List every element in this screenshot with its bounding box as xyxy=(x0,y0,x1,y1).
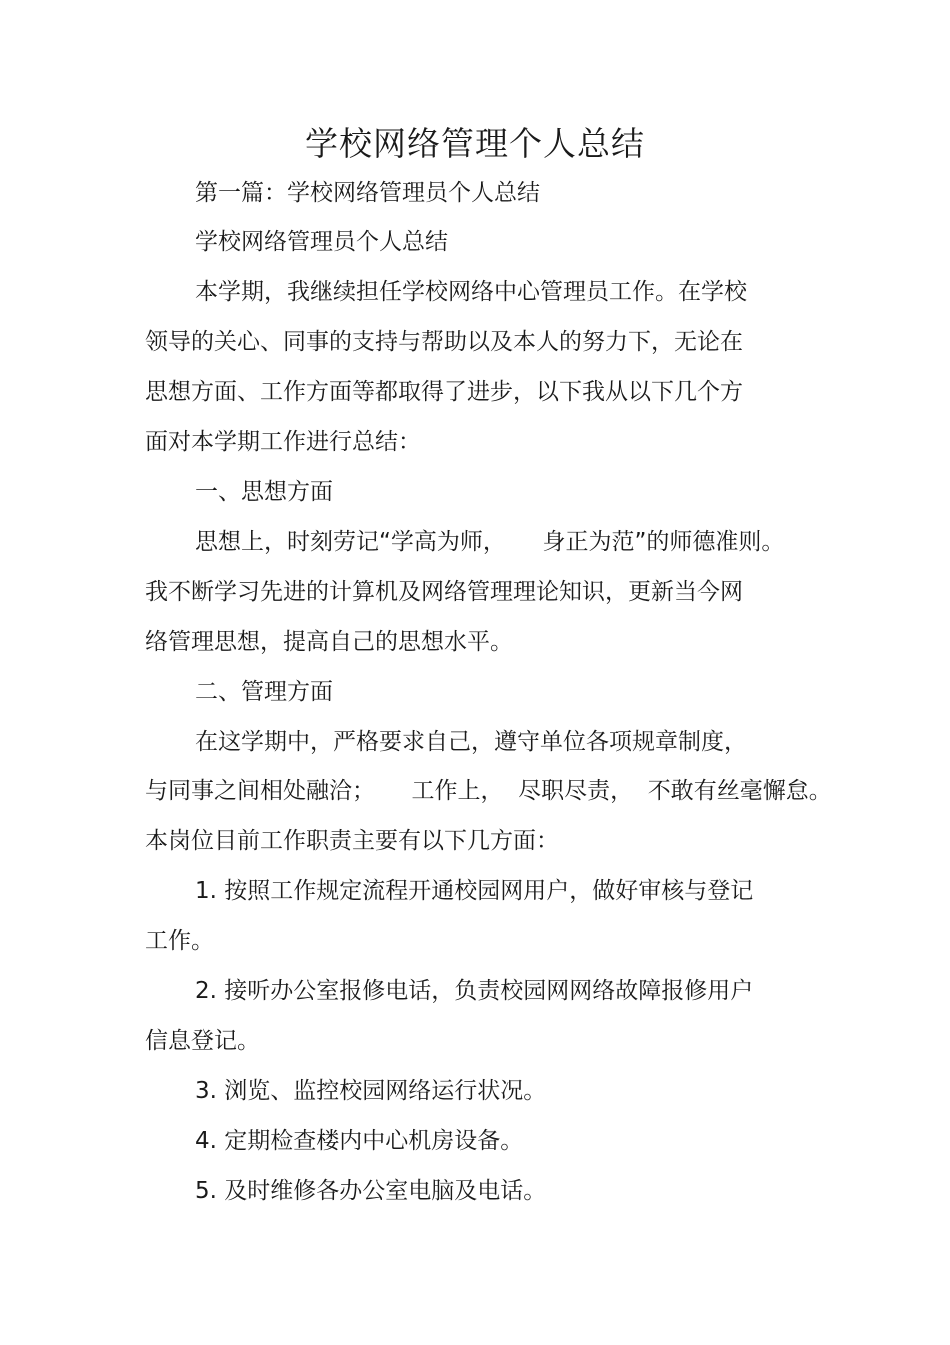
list-item-continuation: 工作。 xyxy=(145,928,214,954)
section-heading-thought: 一、思想方面 xyxy=(195,479,333,505)
paragraph-line: 思想方面、工作方面等都取得了进步，以下我从以下几个方 xyxy=(145,379,743,405)
paragraph-line: 思想上，时刻劳记“学高为师， 身正为范”的师德准则。 xyxy=(195,529,785,555)
list-item: 2. 接听办公室报修电话，负责校园网网络故障报修用户 xyxy=(195,978,754,1004)
list-item: 1. 按照工作规定流程开通校园网用户，做好审核与登记 xyxy=(195,878,754,904)
chapter-heading: 第一篇：学校网络管理员个人总结 xyxy=(195,180,540,206)
document-title: 学校网络管理个人总结 xyxy=(305,124,645,163)
list-item: 5. 及时维修各办公室电脑及电话。 xyxy=(195,1178,547,1204)
section-heading-management: 二、管理方面 xyxy=(195,679,333,705)
paragraph-line: 络管理思想，提高自己的思想水平。 xyxy=(145,629,513,655)
section-subtitle: 学校网络管理员个人总结 xyxy=(195,229,448,255)
list-item-continuation: 信息登记。 xyxy=(145,1028,260,1054)
list-item: 4. 定期检查楼内中心机房设备。 xyxy=(195,1128,524,1154)
paragraph-line: 在这学期中，严格要求自己，遵守单位各项规章制度， xyxy=(195,729,747,755)
paragraph-line: 领导的关心、同事的支持与帮助以及本人的努力下，无论在 xyxy=(145,329,743,355)
paragraph-line: 面对本学期工作进行总结： xyxy=(145,429,421,455)
paragraph-line: 本岗位目前工作职责主要有以下几方面： xyxy=(145,828,559,854)
list-item: 3. 浏览、监控校园网络运行状况。 xyxy=(195,1078,547,1104)
paragraph-line: 我不断学习先进的计算机及网络管理理论知识，更新当今网 xyxy=(145,579,743,605)
paragraph-line: 与同事之间相处融洽； 工作上， 尽职尽责， 不敢有丝毫懈怠。 xyxy=(145,778,832,804)
paragraph-line: 本学期，我继续担任学校网络中心管理员工作。在学校 xyxy=(195,279,747,305)
